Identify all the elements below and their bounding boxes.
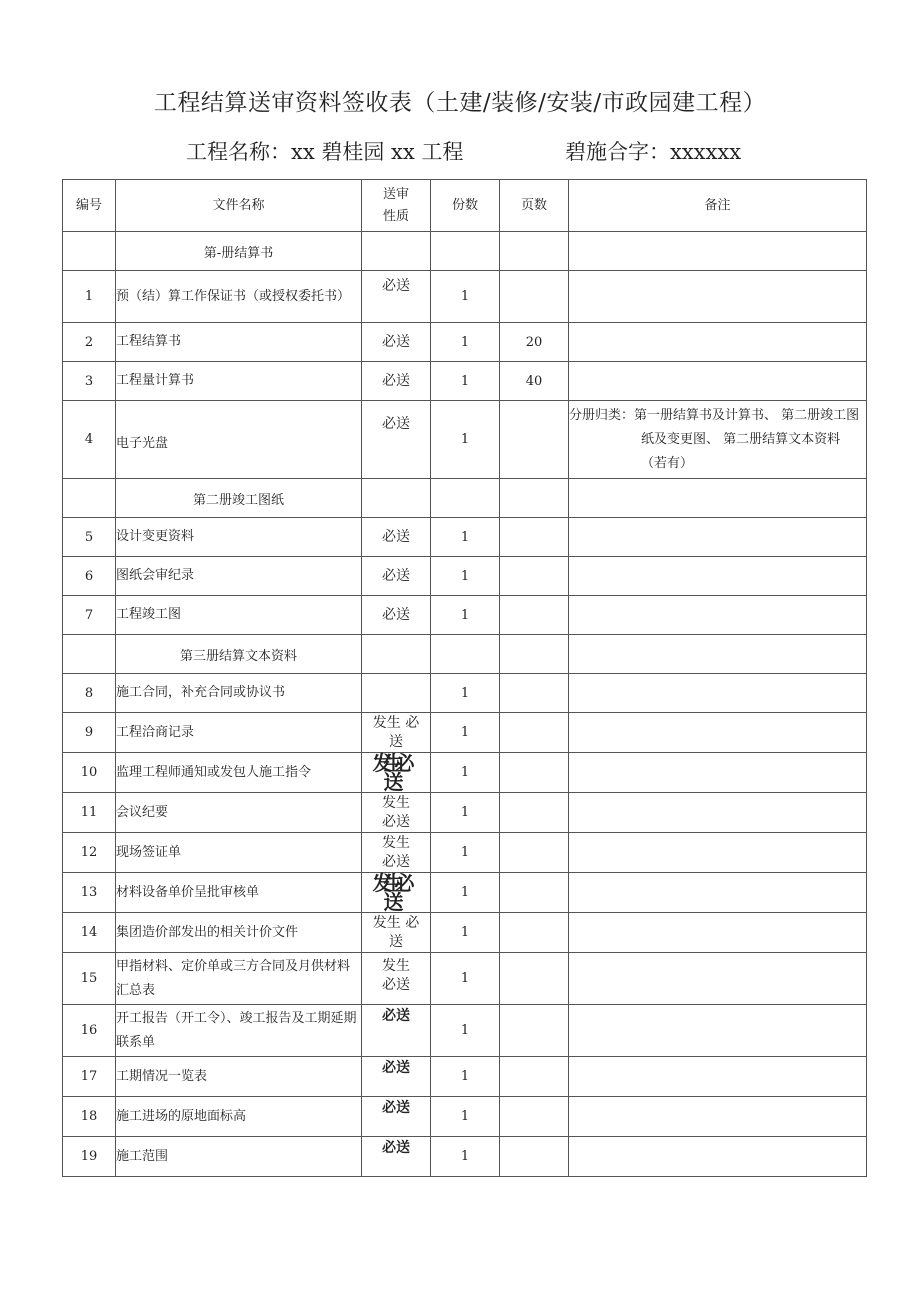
- file-name: 工程结算书: [116, 323, 362, 362]
- submission-nature: [362, 674, 431, 713]
- submission-nature: 发生必送: [362, 753, 431, 793]
- header-copies: 份数: [431, 180, 500, 232]
- header-file-name: 文件名称: [116, 180, 362, 232]
- file-name: 工期情况一览表: [116, 1057, 362, 1097]
- submission-nature: 发生必送: [362, 873, 431, 913]
- section-row: [63, 635, 867, 674]
- table-row: 3 工程量计算书 必送 1 40: [63, 362, 867, 401]
- submission-nature: 发生必送: [362, 833, 431, 873]
- table-row: 4 电子光盘 必送 1 分册归类：第一册结算书及计算书、 第二册竣工图纸及变更图、 第二册结算文本资料（若有）: [63, 401, 867, 479]
- file-name: 材料设备单价呈批审核单: [116, 873, 362, 913]
- submission-nature: 必送: [362, 1137, 431, 1177]
- table-header-row: [63, 180, 867, 232]
- remark-cell: 分册归类：第一册结算书及计算书、 第二册竣工图纸及变更图、 第二册结算文本资料（若有）: [569, 401, 867, 479]
- table-row: 14 集团造价部发出的相关计价文件 发生 必送 1: [63, 913, 867, 953]
- document-title: 工程结算送审资料签收表（土建/装修/安装/市政园建工程）: [153, 90, 767, 116]
- file-name: 工程洽商记录: [116, 713, 362, 753]
- table-row: 12 现场签证单 发生必送 1: [63, 833, 867, 873]
- submission-nature: 必送: [362, 557, 431, 596]
- table-row: 6 图纸会审纪录 必送 1: [63, 557, 867, 596]
- submission-nature: 发生 必送: [362, 913, 431, 953]
- submission-nature: 发生必送: [362, 793, 431, 833]
- section-title: 第-册结算书: [116, 232, 362, 271]
- section-row: [63, 479, 867, 518]
- table-row: 7 工程竣工图 必送 1: [63, 596, 867, 635]
- header-nature: 送审 性质: [362, 180, 431, 232]
- file-name: 施工合同，补充合同或协议书: [116, 674, 362, 713]
- table-row: 17 工期情况一览表 必送 1: [63, 1057, 867, 1097]
- table-row: 15 甲指材料、定价单或三方合同及月供材料汇总表 发生必送 1: [63, 953, 867, 1005]
- file-name: 预（结）算工作保证书（或授权委托书）: [116, 271, 362, 323]
- file-name: 监理工程师通知或发包人施工指令: [116, 753, 362, 793]
- file-name: 图纸会审纪录: [116, 557, 362, 596]
- table-row: 5 设计变更资料 必送 1: [63, 518, 867, 557]
- file-name: 电子光盘: [116, 401, 362, 479]
- header-pages: 页数: [500, 180, 569, 232]
- submission-nature: 必送: [362, 1005, 431, 1057]
- file-name: 开工报告（开工令）、竣工报告及工期延期联系单: [116, 1005, 362, 1057]
- file-name: 工程竣工图: [116, 596, 362, 635]
- table-row: 16 开工报告（开工令）、竣工报告及工期延期联系单 必送 1: [63, 1005, 867, 1057]
- file-name: 集团造价部发出的相关计价文件: [116, 913, 362, 953]
- table-row: 13 材料设备单价呈批审核单 发生必送 1: [63, 873, 867, 913]
- submission-nature: 必送: [362, 596, 431, 635]
- submission-nature: 必送: [362, 323, 431, 362]
- submission-nature: 必送: [362, 271, 431, 323]
- file-name: 工程量计算书: [116, 362, 362, 401]
- submission-nature: 必送: [362, 362, 431, 401]
- section-title: 第二册竣工图纸: [116, 479, 362, 518]
- contract-number: 碧施合字：xxxxxx: [565, 140, 742, 164]
- table-row: 10 监理工程师通知或发包人施工指令 发生必送 1: [63, 753, 867, 793]
- file-name: 设计变更资料: [116, 518, 362, 557]
- submission-receipt-table: [62, 179, 867, 1177]
- header-remark: 备注: [569, 180, 867, 232]
- submission-nature: 必送: [362, 401, 431, 479]
- project-name: 工程名称：xx 碧桂园 xx 工程: [186, 140, 464, 164]
- table-row: 19 施工范围 必送 1: [63, 1137, 867, 1177]
- submission-nature: 发生必送: [362, 953, 431, 1005]
- header-no: 编号: [63, 180, 116, 232]
- file-name: 现场签证单: [116, 833, 362, 873]
- table-row: 11 会议纪要 发生必送 1: [63, 793, 867, 833]
- table-row: 8 施工合同，补充合同或协议书 1: [63, 674, 867, 713]
- file-name: 施工范围: [116, 1137, 362, 1177]
- submission-nature: 必送: [362, 1097, 431, 1137]
- section-title: 第三册结算文本资料: [116, 635, 362, 674]
- submission-nature: 发生 必送: [362, 713, 431, 753]
- file-name: 会议纪要: [116, 793, 362, 833]
- section-row: [63, 232, 867, 271]
- table-row: 2 工程结算书 必送 1 20: [63, 323, 867, 362]
- table-row: 1 预（结）算工作保证书（或授权委托书） 必送 1: [63, 271, 867, 323]
- file-name: 甲指材料、定价单或三方合同及月供材料汇总表: [116, 953, 362, 1005]
- table-row: 9 工程洽商记录 发生 必送 1: [63, 713, 867, 753]
- file-name: 施工进场的原地面标高: [116, 1097, 362, 1137]
- table-row: 18 施工进场的原地面标高 必送 1: [63, 1097, 867, 1137]
- submission-nature: 必送: [362, 518, 431, 557]
- submission-nature: 必送: [362, 1057, 431, 1097]
